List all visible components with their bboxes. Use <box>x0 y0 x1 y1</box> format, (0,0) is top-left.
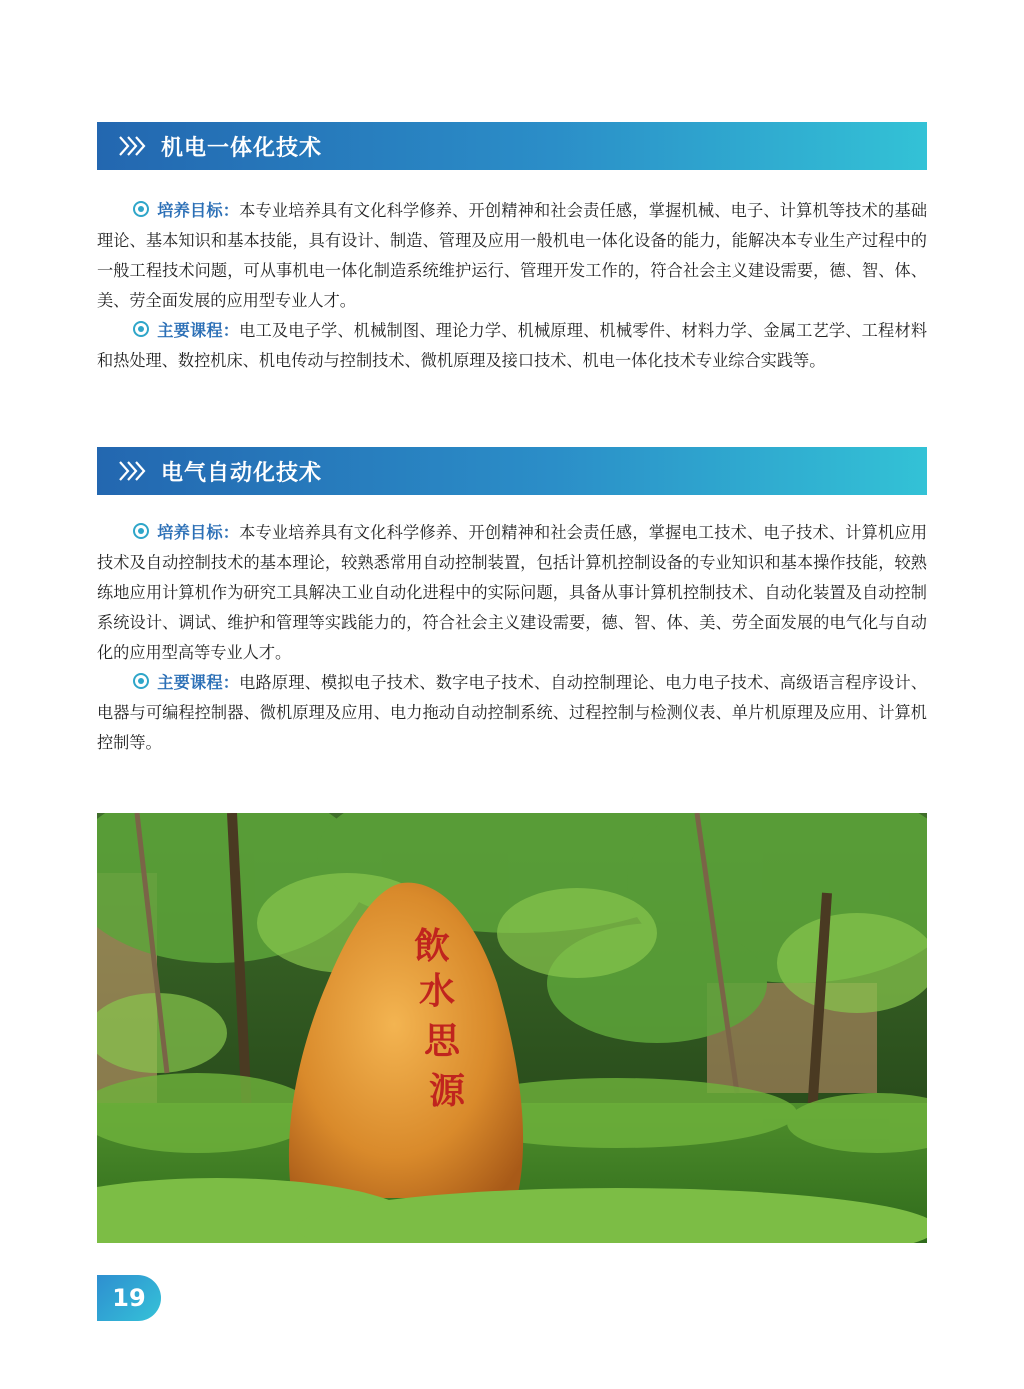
bullet-icon <box>133 523 149 539</box>
double-chevron-right-icon <box>117 460 147 482</box>
training-goal-label: 培养目标： <box>157 523 240 542</box>
svg-text:源: 源 <box>428 1070 466 1112</box>
page-number: 19 <box>112 1284 146 1312</box>
campus-stone-photo <box>97 813 927 1243</box>
bullet-icon <box>133 201 149 217</box>
section-header-mechatronics <box>97 122 927 170</box>
main-courses-label: 主要课程： <box>157 321 240 340</box>
main-courses-label: 主要课程： <box>157 673 240 692</box>
main-courses-paragraph <box>97 316 927 376</box>
svg-text:思: 思 <box>423 1020 461 1062</box>
main-courses-text: 电路原理、模拟电子技术、数字电子技术、自动控制理论、电力电子技术、高级语言程序设计、电器与可编程控制器、微机原理及应用、电力拖动自动控制系统、过程控制与检测仪表、单片机原理及应用、计算机控制等。 <box>97 673 928 752</box>
main-courses-text: 电工及电子学、机械制图、理论力学、机械原理、机械零件、材料力学、金属工艺学、工程材料和热处理、数控机床、机电传动与控制技术、微机原理及接口技术、机电一体化技术专业综合实践等。 <box>97 321 928 370</box>
training-goal-paragraph <box>97 518 927 668</box>
section-header-electrical-automation <box>97 447 927 495</box>
svg-text:飲: 飲 <box>413 925 451 967</box>
section-title: 电气自动化技术 <box>161 460 323 486</box>
training-goal-paragraph <box>97 196 927 316</box>
svg-text:水: 水 <box>418 970 456 1012</box>
main-courses-paragraph <box>97 668 927 758</box>
bullet-icon <box>133 673 149 689</box>
training-goal-text: 本专业培养具有文化科学修养、开创精神和社会责任感，掌握电工技术、电子技术、计算机应用技术及自动控制技术的基本理论，较熟悉常用自动控制装置，包括计算机控制设备的专业知识和基本操作技能，较熟练地应用计算机作为研究工具解决工业自动化进程中的实际问题，具备从事计算机控制技术、自动化装置及自动控制系统设计、调试、维护和管理等实践能力的，符合社会主义建设需要，德、智、体、美、劳全面发展的电气化与自动化的应用型高等专业人才。 <box>97 523 928 662</box>
double-chevron-right-icon <box>117 135 147 157</box>
page-number-badge <box>97 1275 161 1321</box>
section-title: 机电一体化技术 <box>161 135 323 161</box>
bullet-icon <box>133 321 149 337</box>
training-goal-label: 培养目标： <box>157 201 240 220</box>
training-goal-text: 本专业培养具有文化科学修养、开创精神和社会责任感，掌握机械、电子、计算机等技术的基础理论、基本知识和基本技能，具有设计、制造、管理及应用一般机电一体化设备的能力，能解决本专业生产过程中的一般工程技术问题，可从事机电一体化制造系统维护运行、管理开发工作的，符合社会主义建设需要，德、智、体、美、劳全面发展的应用型专业人才。 <box>97 201 928 310</box>
